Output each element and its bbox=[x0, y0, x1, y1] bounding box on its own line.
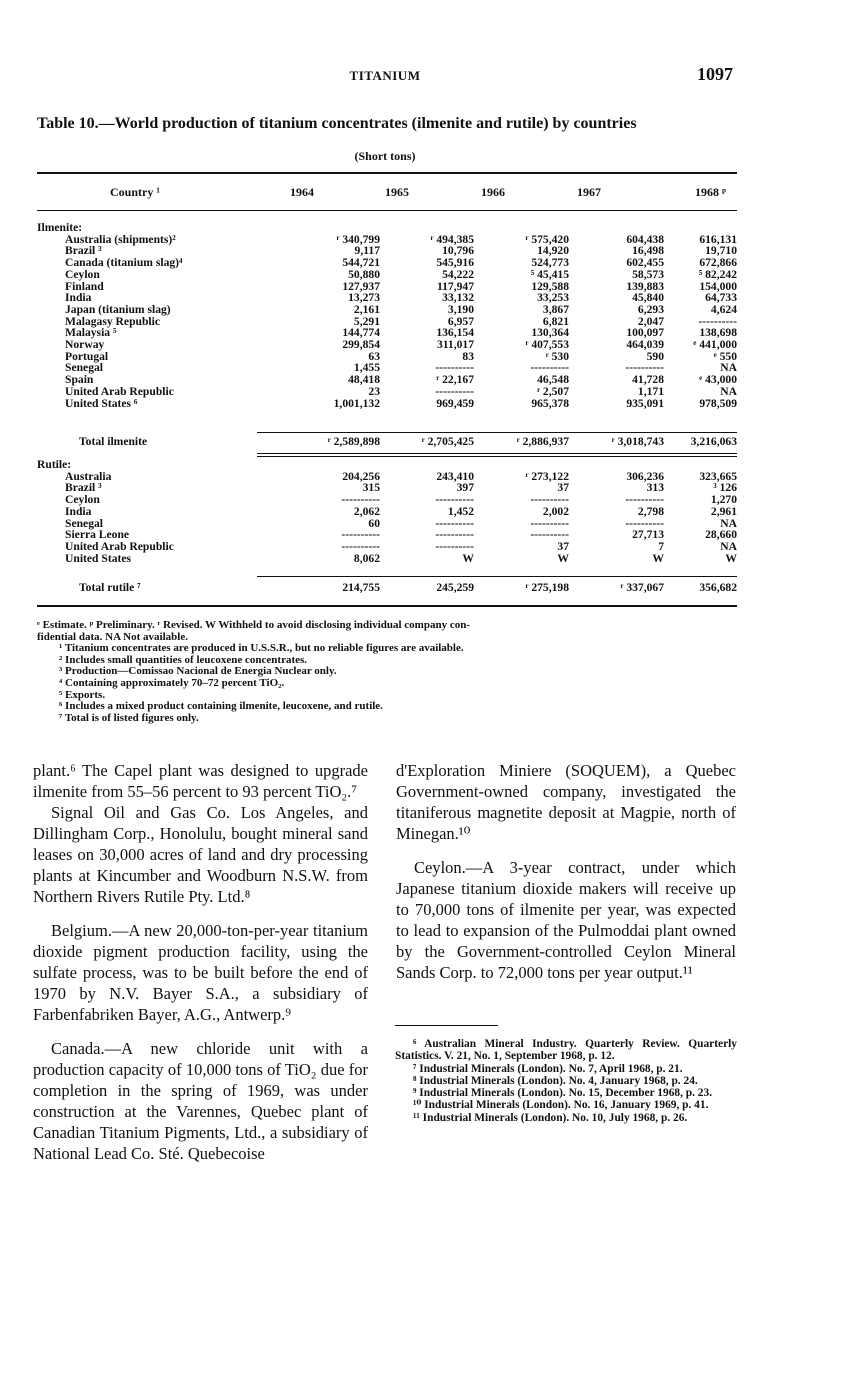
footnote-8: ⁸ Industrial Minerals (London). No. 4, January 1968, p. 24. bbox=[413, 1074, 698, 1087]
rutile-value-1967: ---------- bbox=[625, 493, 664, 507]
ilmenite-country-india: India bbox=[65, 291, 92, 305]
rutile-value-1965: 397 bbox=[456, 481, 474, 495]
rutile-value-1964: 60 bbox=[368, 516, 380, 530]
notes-legend-line-1: ᵉ Estimate. ᵖ Preliminary. ʳ Revised. W Withheld to avoid disclosing individual company con- bbox=[37, 619, 470, 631]
table-row bbox=[37, 494, 737, 506]
ilmenite-value-1968: 616,131 bbox=[699, 232, 737, 246]
table-row bbox=[37, 398, 737, 410]
footnote-10: ¹⁰ Industrial Minerals (London). No. 16, January 1969, p. 41. bbox=[413, 1099, 709, 1112]
ilmenite-value-1966: ʳ 2,507 bbox=[537, 384, 569, 398]
footnote-rule bbox=[395, 1025, 498, 1026]
col-1965: 1965 bbox=[385, 185, 409, 199]
rutile-value-1968: 2,961 bbox=[710, 504, 737, 518]
rutile-value-1965: 1,452 bbox=[447, 504, 474, 518]
footnotes bbox=[395, 1038, 737, 1124]
ilmenite-value-1964: 9,117 bbox=[354, 244, 380, 258]
ilmenite-value-1968: 978,509 bbox=[699, 396, 737, 410]
table-row-total-rutile bbox=[37, 582, 737, 594]
body-paragraph-canada: Canada.—A new chloride unit with a production capacity of 10,000 tons of TiO₂ due for completion in the spring of 1969, was under construction at the Varennes, Quebec plant of Canadian Titanium Pigments, Ltd., a subsidiary of National Lead Co. Sté. Quebecoise bbox=[33, 1039, 368, 1163]
ilmenite-value-1964: 127,937 bbox=[342, 279, 380, 293]
rutile-value-1966: W bbox=[557, 551, 569, 565]
table-row bbox=[37, 541, 737, 553]
note-1: ¹ Titanium concentrates are produced in U.S.S.R., but no reliable figures are available. bbox=[59, 642, 464, 655]
table-row bbox=[37, 269, 737, 281]
ilmenite-country-spain: Spain bbox=[65, 373, 94, 387]
rutile-value-1966: ---------- bbox=[530, 493, 569, 507]
ilmenite-country-malagasy-republic: Malagasy Republic bbox=[65, 314, 161, 328]
ilmenite-value-1964: 299,854 bbox=[342, 338, 380, 352]
rutile-value-1964: 2,062 bbox=[353, 504, 380, 518]
ilmenite-value-1966: 46,548 bbox=[537, 373, 569, 387]
ilmenite-value-1967: 45,840 bbox=[632, 291, 664, 305]
rutile-total-table bbox=[37, 582, 737, 594]
ilmenite-value-1968: 4,624 bbox=[710, 302, 737, 316]
ilmenite-value-1968: 138,698 bbox=[699, 326, 737, 340]
ilmenite-value-1966: 33,253 bbox=[537, 291, 569, 305]
total-ilmenite-1964: ʳ 2,589,898 bbox=[327, 435, 380, 448]
ilmenite-value-1967: 6,293 bbox=[637, 302, 664, 316]
rutile-value-1966: 2,002 bbox=[542, 504, 569, 518]
ilmenite-heading: Ilmenite: bbox=[37, 221, 83, 234]
ilmenite-value-1967: 464,039 bbox=[626, 338, 664, 352]
rutile-value-1965: ---------- bbox=[435, 516, 474, 530]
ilmenite-double-rule-b bbox=[257, 456, 737, 457]
ilmenite-value-1966: ⁵ 45,415 bbox=[530, 267, 569, 281]
rutile-value-1965: W bbox=[462, 551, 474, 565]
ilmenite-value-1965: 311,017 bbox=[436, 338, 474, 352]
running-head-title: TITANIUM bbox=[349, 68, 421, 83]
ilmenite-value-1968: ---------- bbox=[698, 314, 737, 328]
ilmenite-value-1968: NA bbox=[720, 361, 737, 375]
col-1967: 1967 bbox=[577, 185, 601, 199]
body-paragraph-signal-oil: Signal Oil and Gas Co. Los Angeles, and Dillingham Corp., Honolulu, bought mineral sand leases on 30,000 acres of land and dry processing plants at Kincumber and Woodburn N.S.W. from Northern Rivers Rutile Pty. Ltd.⁸ bbox=[33, 803, 368, 906]
table-top-rule bbox=[37, 172, 737, 174]
ilmenite-value-1968: ⁵ 82,242 bbox=[698, 267, 737, 281]
ilmenite-value-1964: 23 bbox=[368, 384, 380, 398]
total-rutile-1964: 214,755 bbox=[342, 581, 380, 594]
rutile-value-1966: ---------- bbox=[530, 528, 569, 542]
footnote-9: ⁹ Industrial Minerals (London). No. 15, December 1968, p. 23. bbox=[413, 1087, 713, 1100]
ilmenite-value-1968: ᵉ 43,000 bbox=[699, 373, 737, 387]
body-right-column bbox=[396, 760, 736, 983]
ilmenite-value-1964: 1,455 bbox=[353, 361, 380, 375]
ilmenite-value-1964: 144,774 bbox=[342, 326, 380, 340]
footnote-6: ⁶ Australian Mineral Industry. Quarterly Review. Quarterly Statistics. V. 21, No. 1, September 1968, p. 12. bbox=[395, 1038, 737, 1063]
ilmenite-value-1968: ᵉ 550 bbox=[713, 349, 737, 363]
rutile-sum-rule bbox=[257, 576, 737, 577]
rutile-country-india: India bbox=[65, 504, 92, 518]
rutile-value-1966: 37 bbox=[557, 539, 569, 553]
rutile-value-1968: 28,660 bbox=[705, 528, 737, 542]
table-row bbox=[37, 506, 737, 518]
ilmenite-value-1967: 602,455 bbox=[626, 256, 664, 270]
ilmenite-country-finland: Finland bbox=[65, 279, 104, 293]
ilmenite-value-1968: ᵉ 441,000 bbox=[693, 338, 737, 352]
ilmenite-value-1965: ---------- bbox=[435, 384, 474, 398]
col-1966: 1966 bbox=[481, 185, 505, 199]
col-1968: 1968 ᵖ bbox=[695, 185, 726, 199]
ilmenite-value-1967: 604,438 bbox=[626, 232, 664, 246]
table-row-total-ilmenite bbox=[37, 436, 737, 448]
ilmenite-value-1965: 136,154 bbox=[436, 326, 474, 340]
col-1964: 1964 bbox=[290, 185, 314, 199]
ilmenite-country-canada-titanium-slag: Canada (titanium slag)⁴ bbox=[65, 256, 183, 270]
body-paragraph-ceylon: Ceylon.—A 3-year contract, under which Japanese titanium dioxide makers will receive up to 70,000 tons of ilmenite per year, was expected to lead to expansion of the Pulmoddai plant owned by the Government-controlled Ceylon Mineral Sands Corp. to 72,000 tons per year output.¹¹ bbox=[396, 858, 736, 982]
rutile-value-1967: W bbox=[652, 551, 664, 565]
ilmenite-country-japan-titanium-slag: Japan (titanium slag) bbox=[65, 302, 171, 316]
body-paragraph-capel: plant.⁶ The Capel plant was designed to upgrade ilmenite from 55–56 percent to 93 percent TiO₂.⁷ bbox=[33, 761, 368, 801]
rutile-country-ceylon: Ceylon bbox=[65, 493, 100, 507]
note-2: ² Includes small quantities of leucoxene concentrates. bbox=[59, 653, 308, 666]
table-bottom-rule bbox=[37, 605, 737, 607]
rutile-value-1967: ---------- bbox=[625, 516, 664, 530]
footnote-7: ⁷ Industrial Minerals (London). No. 7, April 1968, p. 21. bbox=[413, 1062, 683, 1075]
total-rutile-1966: ʳ 275,198 bbox=[525, 581, 569, 594]
rutile-value-1967: 2,798 bbox=[637, 504, 664, 518]
table-row bbox=[37, 471, 737, 483]
total-ilmenite-1965: ʳ 2,705,425 bbox=[421, 435, 474, 448]
rutile-value-1968: ³ 126 bbox=[713, 481, 737, 495]
ilmenite-value-1966: 3,867 bbox=[542, 302, 569, 316]
ilmenite-value-1967: 1,171 bbox=[637, 384, 664, 398]
ilmenite-value-1968: 154,000 bbox=[699, 279, 737, 293]
rutile-value-1966: ---------- bbox=[530, 516, 569, 530]
ilmenite-value-1964: 63 bbox=[368, 349, 380, 363]
total-ilmenite-1967: ʳ 3,018,743 bbox=[611, 435, 664, 448]
ilmenite-value-1964: 1,001,132 bbox=[333, 396, 380, 410]
total-rutile-1968: 356,682 bbox=[699, 581, 737, 594]
ilmenite-value-1967: ---------- bbox=[625, 361, 664, 375]
rutile-country-australia: Australia bbox=[65, 469, 112, 483]
rutile-value-1968: 323,665 bbox=[699, 469, 737, 483]
ilmenite-value-1964: 13,273 bbox=[348, 291, 380, 305]
ilmenite-value-1967: 41,728 bbox=[632, 373, 664, 387]
rutile-value-1964: 8,062 bbox=[353, 551, 380, 565]
rutile-value-1966: 37 bbox=[557, 481, 569, 495]
table-row bbox=[37, 339, 737, 351]
rutile-value-1964: 315 bbox=[362, 481, 380, 495]
rutile-value-1964: ---------- bbox=[341, 528, 380, 542]
rutile-value-1967: 7 bbox=[658, 539, 664, 553]
ilmenite-value-1965: 10,796 bbox=[442, 244, 474, 258]
ilmenite-value-1967: 2,047 bbox=[637, 314, 664, 328]
note-3: ³ Production—Comissao Nacional de Energia Nuclear only. bbox=[59, 665, 337, 678]
rutile-value-1965: ---------- bbox=[435, 528, 474, 542]
ilmenite-value-1967: 139,883 bbox=[626, 279, 664, 293]
ilmenite-double-rule-a bbox=[257, 453, 737, 454]
ilmenite-country-norway: Norway bbox=[65, 338, 105, 352]
ilmenite-value-1966: 14,920 bbox=[537, 244, 569, 258]
ilmenite-value-1964: 2,161 bbox=[353, 302, 380, 316]
col-country: Country ¹ bbox=[110, 185, 160, 199]
rutile-country-senegal: Senegal bbox=[65, 516, 104, 530]
ilmenite-value-1967: 16,498 bbox=[632, 244, 664, 258]
page-number: 1097 bbox=[697, 64, 733, 84]
ilmenite-value-1968: 64,733 bbox=[705, 291, 737, 305]
rutile-country-united-arab-republic: United Arab Republic bbox=[65, 539, 174, 553]
table-row bbox=[37, 553, 737, 565]
rutile-country-united-states: United States bbox=[65, 551, 132, 565]
rutile-value-1967: 313 bbox=[646, 481, 664, 495]
rutile-country-sierra-leone: Sierra Leone bbox=[65, 528, 130, 542]
total-ilmenite-1966: ʳ 2,886,937 bbox=[516, 435, 569, 448]
rutile-value-1964: 204,256 bbox=[342, 469, 380, 483]
ilmenite-value-1965: ---------- bbox=[435, 361, 474, 375]
footnote-11: ¹¹ Industrial Minerals (London). No. 10, July 1968, p. 26. bbox=[413, 1111, 688, 1124]
ilmenite-value-1967: 58,573 bbox=[632, 267, 664, 281]
ilmenite-value-1966: 965,378 bbox=[531, 396, 569, 410]
rutile-value-1965: 243,410 bbox=[436, 469, 474, 483]
ilmenite-sum-rule bbox=[257, 432, 737, 433]
ilmenite-value-1967: 590 bbox=[646, 349, 664, 363]
ilmenite-country-australia-shipments: Australia (shipments)² bbox=[65, 232, 176, 246]
rutile-value-1967: 27,713 bbox=[632, 528, 664, 542]
rutile-value-1968: NA bbox=[720, 516, 737, 530]
ilmenite-country-senegal: Senegal bbox=[65, 361, 104, 375]
rutile-value-1966: ʳ 273,122 bbox=[525, 469, 569, 483]
ilmenite-value-1966: 130,364 bbox=[531, 326, 569, 340]
table-row bbox=[37, 304, 737, 316]
ilmenite-value-1964: 48,418 bbox=[348, 373, 380, 387]
note-5: ⁵ Exports. bbox=[59, 688, 106, 701]
notes-legend-line-2: fidential data. NA Not available. bbox=[37, 630, 188, 643]
rutile-country-brazil: Brazil ³ bbox=[65, 481, 102, 495]
table-notes bbox=[37, 620, 737, 724]
rutile-value-1965: ---------- bbox=[435, 493, 474, 507]
rutile-value-1968: NA bbox=[720, 539, 737, 553]
note-4: ⁴ Containing approximately 70–72 percent TiO₂. bbox=[59, 676, 285, 689]
ilmenite-value-1968: 19,710 bbox=[705, 244, 737, 258]
ilmenite-value-1966: ʳ 407,553 bbox=[525, 338, 569, 352]
ilmenite-value-1965: ʳ 494,385 bbox=[430, 232, 474, 246]
total-rutile-label: Total rutile ⁷ bbox=[79, 581, 141, 594]
table-title: Table 10.—World production of titanium concentrates (ilmenite and rutile) by countries bbox=[37, 115, 637, 132]
ilmenite-value-1966: ʳ 575,420 bbox=[525, 232, 569, 246]
rutile-value-1964: ---------- bbox=[341, 493, 380, 507]
rutile-heading: Rutile: bbox=[37, 458, 72, 471]
body-paragraph-soquem: d'Exploration Miniere (SOQUEM), a Quebec Government-owned company, investigated the titaniferous magnetite deposit at Magpie, north of Minegan.¹⁰ bbox=[396, 761, 736, 843]
rutile-table bbox=[37, 459, 737, 564]
note-6: ⁶ Includes a mixed product containing ilmenite, leucoxene, and rutile. bbox=[59, 700, 383, 713]
table-row bbox=[37, 386, 737, 398]
ilmenite-value-1967: 100,097 bbox=[626, 326, 664, 340]
rutile-value-1965: ---------- bbox=[435, 539, 474, 553]
ilmenite-value-1967: 935,091 bbox=[626, 396, 664, 410]
ilmenite-value-1964: 50,880 bbox=[348, 267, 380, 281]
rutile-value-1964: ---------- bbox=[341, 539, 380, 553]
ilmenite-value-1966: 6,821 bbox=[542, 314, 569, 328]
note-7: ⁷ Total is of listed figures only. bbox=[59, 711, 199, 724]
ilmenite-value-1966: 129,588 bbox=[531, 279, 569, 293]
ilmenite-value-1965: 33,132 bbox=[442, 291, 474, 305]
ilmenite-total-table bbox=[37, 436, 737, 448]
ilmenite-country-brazil: Brazil ³ bbox=[65, 244, 102, 258]
total-rutile-1965: 245,259 bbox=[436, 581, 474, 594]
ilmenite-value-1964: 544,721 bbox=[342, 256, 380, 270]
ilmenite-value-1965: 6,957 bbox=[447, 314, 474, 328]
ilmenite-value-1965: ʳ 22,167 bbox=[436, 373, 474, 387]
rutile-value-1967: 306,236 bbox=[626, 469, 664, 483]
total-ilmenite-label: Total ilmenite bbox=[79, 435, 148, 448]
ilmenite-value-1966: 524,773 bbox=[531, 256, 569, 270]
ilmenite-country-united-states: United States ⁶ bbox=[65, 396, 138, 410]
rutile-value-1968: W bbox=[725, 551, 737, 565]
total-rutile-1967: ʳ 337,067 bbox=[620, 581, 664, 594]
ilmenite-country-malaysia: Malaysia ⁵ bbox=[65, 326, 117, 340]
ilmenite-value-1964: 5,291 bbox=[353, 314, 380, 328]
ilmenite-country-portugal: Portugal bbox=[65, 349, 109, 363]
ilmenite-value-1965: 545,916 bbox=[436, 256, 474, 270]
body-paragraph-belgium: Belgium.—A new 20,000-ton-per-year titanium dioxide pigment production facility, using the sulfate process, was to be built before the end of 1970 by N.V. Bayer S.A., a subsidiary of Farbenfabriken Bayer, A.G., Antwerp.⁹ bbox=[33, 921, 368, 1024]
ilmenite-value-1965: 969,459 bbox=[436, 396, 474, 410]
ilmenite-value-1965: 83 bbox=[462, 349, 474, 363]
ilmenite-value-1966: ʳ 530 bbox=[545, 349, 569, 363]
ilmenite-value-1966: ---------- bbox=[530, 361, 569, 375]
header-rule bbox=[37, 210, 737, 211]
ilmenite-value-1965: 54,222 bbox=[442, 267, 474, 281]
body-left-column bbox=[33, 760, 368, 1164]
ilmenite-value-1968: 672,866 bbox=[699, 256, 737, 270]
ilmenite-value-1965: 117,947 bbox=[436, 279, 474, 293]
ilmenite-table bbox=[37, 222, 737, 409]
ilmenite-value-1968: NA bbox=[720, 384, 737, 398]
ilmenite-country-ceylon: Ceylon bbox=[65, 267, 100, 281]
table-subtitle: (Short tons) bbox=[354, 149, 416, 163]
ilmenite-value-1965: 3,190 bbox=[447, 302, 474, 316]
total-ilmenite-1968: 3,216,063 bbox=[690, 435, 737, 448]
rutile-value-1968: 1,270 bbox=[710, 493, 737, 507]
ilmenite-country-united-arab-republic: United Arab Republic bbox=[65, 384, 174, 398]
ilmenite-value-1964: ʳ 340,799 bbox=[336, 232, 380, 246]
